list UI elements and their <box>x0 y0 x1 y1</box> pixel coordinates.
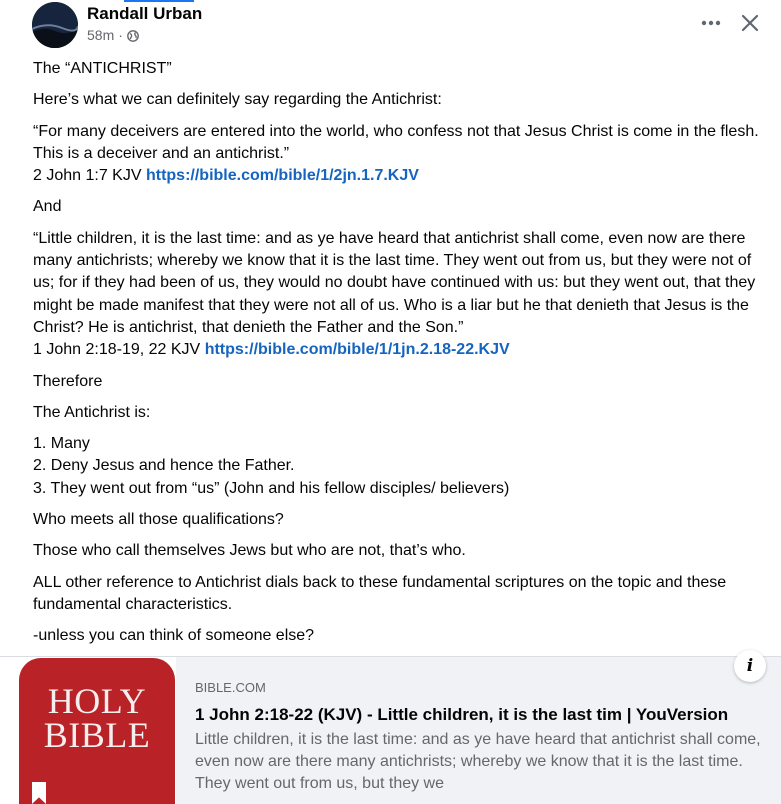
scripture-link-2[interactable]: https://bible.com/bible/1/1jn.2.18-22.KJV <box>204 341 510 359</box>
list-item: 2. Deny Jesus and hence the Father. <box>33 457 295 475</box>
quote-1-text: “For many deceivers are entered into the world, who confess not that Jesus Christ is come in the flesh. This is a deceiver and an antichrist.” <box>33 122 759 162</box>
bookmark-ribbon-icon <box>32 782 46 804</box>
post-conclusion: ALL other reference to Antichrist dials back to these fundamental scriptures on the topic and these fundamental characteristics. <box>33 573 727 613</box>
post-heading: The “ANTICHRIST” <box>33 60 172 77</box>
link-title[interactable]: 1 John 2:18-22 (KJV) - Little children, it is the last tim | YouVersion <box>195 705 729 724</box>
quote-1-reference: 2 John 1:7 KJV <box>33 167 142 185</box>
thumb-text-holy: HOLY <box>47 681 147 721</box>
thumb-text-bible: BIBLE <box>43 715 151 755</box>
quote-2-text: “Little children, it is the last time: and as ye have heard that antichrist shall come, even now are there many antichrists; whereby we know that it is the last time. They went out from us, but they were not of us; for if they had been of us, they would no doubt have continued with us: but they went out, that they might be made manifest that they were not all of us. Who is a liar but he that denieth that Jesus is the Christ? He is antichrist, that denieth the Father and the Son.” <box>33 229 756 336</box>
scripture-quote-2 <box>33 228 763 362</box>
quote-2-reference: 1 John 2:18-19, 22 KJV <box>33 341 201 359</box>
more-options-button[interactable] <box>694 6 728 40</box>
post-answer: Those who call themselves Jews but who are not, that’s who. <box>33 542 466 560</box>
post-intro: Here’s what we can definitely say regarding the Antichrist: <box>33 91 442 109</box>
link-description: Little children, it is the last time: and as ye have heard that antichrist shall come, even now are there many antichrists; whereby we know that it is the last time. They went out from us, but they we <box>195 731 761 793</box>
post-therefore: Therefore <box>33 372 103 390</box>
avatar[interactable] <box>32 2 78 48</box>
post-closing: -unless you can think of someone else? <box>33 627 315 645</box>
list-item: 3. They went out from “us” (John and his fellow disciples/ believers) <box>33 479 510 497</box>
more-horizontal-icon <box>701 20 721 26</box>
globe-icon[interactable] <box>127 29 139 41</box>
holy-bible-app-icon <box>19 658 175 804</box>
link-thumbnail[interactable] <box>0 657 176 804</box>
post-and: And <box>33 198 62 216</box>
post-question: Who meets all those qualifications? <box>33 511 284 529</box>
scripture-quote-1 <box>33 121 763 188</box>
post-meta <box>87 27 139 43</box>
meta-separator: · <box>118 27 123 43</box>
post-list-intro: The Antichrist is: <box>33 403 151 421</box>
avatar-image <box>32 2 78 48</box>
scripture-link-1[interactable]: https://bible.com/bible/1/2jn.1.7.KJV <box>145 167 419 185</box>
list-item: 1. Many <box>33 435 90 453</box>
link-domain: BIBLE.COM <box>195 680 266 695</box>
close-button[interactable] <box>733 6 767 40</box>
qualifications-list <box>33 433 763 500</box>
post-timestamp[interactable]: 58m <box>87 27 115 43</box>
link-preview-card[interactable] <box>0 656 781 804</box>
close-icon <box>741 14 759 32</box>
info-icon[interactable]: i <box>734 650 766 682</box>
author-name[interactable]: Randall Urban <box>87 4 203 23</box>
link-card-info[interactable] <box>195 679 775 796</box>
top-accent-line <box>124 0 194 2</box>
post-body <box>33 58 763 657</box>
